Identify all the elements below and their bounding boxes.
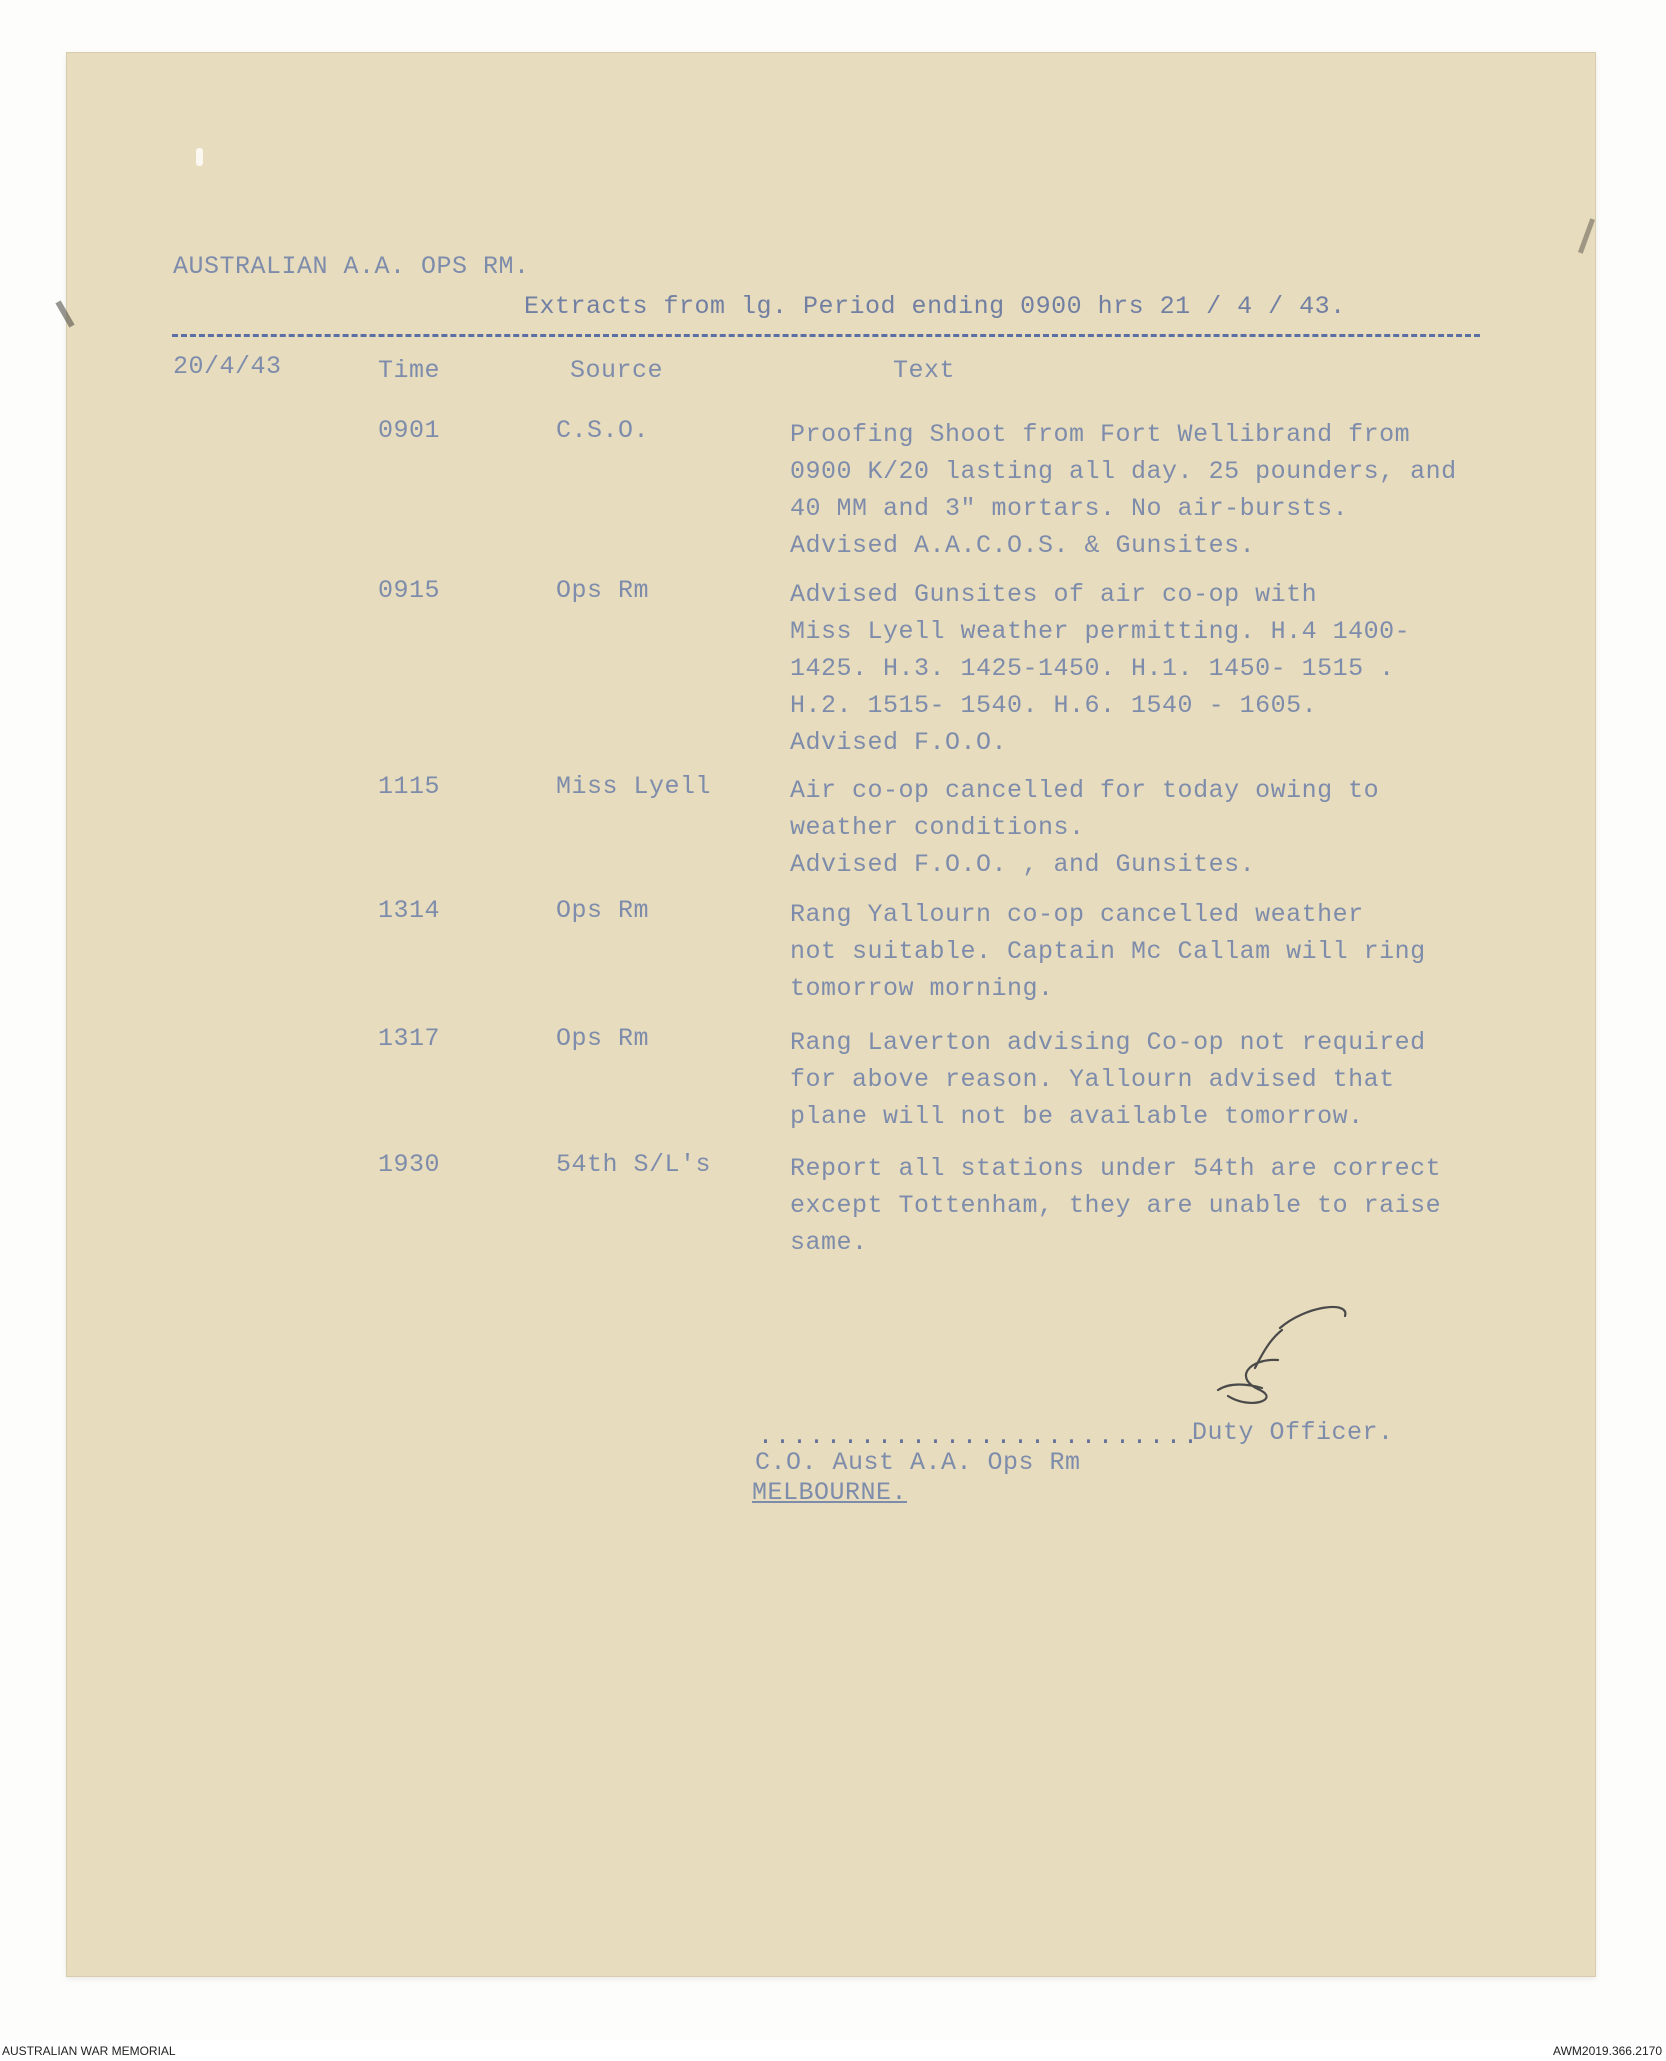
header-rule: [172, 334, 1480, 337]
column-header-source: Source: [570, 356, 664, 385]
entry-time: 1314: [378, 896, 441, 925]
entry-source: 54th S/L's: [556, 1150, 712, 1179]
signature-address: C.O. Aust A.A. Ops Rm: [755, 1448, 1081, 1477]
log-date: 20/4/43: [173, 352, 282, 381]
entry-time: 1930: [378, 1150, 441, 1179]
entry-time: 0915: [378, 576, 441, 605]
signature-city: MELBOURNE.: [752, 1478, 908, 1507]
signature-dots: ..........................: [758, 1422, 1201, 1451]
entry-source: Miss Lyell: [556, 772, 712, 801]
entry-time: 1317: [378, 1024, 441, 1053]
entry-source: Ops Rm: [556, 576, 650, 605]
header-extract: Extracts from lg. Period ending 0900 hrs 21 / 4 / 43.: [524, 292, 1346, 321]
signature-role: Duty Officer.: [1192, 1418, 1394, 1447]
entry-source: C.S.O.: [556, 416, 650, 445]
entry-source: Ops Rm: [556, 1024, 650, 1053]
entry-time: 0901: [378, 416, 441, 445]
handwritten-signature: [1210, 1298, 1360, 1428]
entry-text: Advised Gunsites of air co-op with Miss Lyell weather permitting. H.4 1400- 1425. H.3. 1425-1450. H.1. 1450- 1515 . H.2. 1515- 1540. H.6. 1540 - 1605. Advised F.O.O.: [790, 580, 1411, 757]
entry-source: Ops Rm: [556, 896, 650, 925]
entry-text: Proofing Shoot from Fort Wellibrand from 0900 K/20 lasting all day. 25 pounders, and 40 MM and 3" mortars. No air-bursts. Advised A.A.C.O.S. & Gunsites.: [790, 420, 1457, 560]
header-org: AUSTRALIAN A.A. OPS RM.: [173, 252, 530, 281]
column-header-time: Time: [378, 356, 441, 385]
column-header-text: Text: [893, 356, 956, 385]
footer-right: AWM2019.366.2170: [1553, 2044, 1662, 2058]
entry-text: Report all stations under 54th are correct except Tottenham, they are unable to raise same.: [790, 1154, 1442, 1257]
entry-text: Air co-op cancelled for today owing to weather conditions. Advised F.O.O. , and Gunsites.: [790, 776, 1380, 879]
entry-text: Rang Yallourn co-op cancelled weather not suitable. Captain Mc Callam will ring tomorrow morning.: [790, 900, 1426, 1003]
paper-sheet: [66, 52, 1596, 1977]
footer-left: AUSTRALIAN WAR MEMORIAL: [2, 2044, 176, 2058]
paper-speck: [196, 148, 203, 166]
entry-text: Rang Laverton advising Co-op not required for above reason. Yallourn advised that plane will not be available tomorrow.: [790, 1028, 1426, 1131]
entry-time: 1115: [378, 772, 441, 801]
